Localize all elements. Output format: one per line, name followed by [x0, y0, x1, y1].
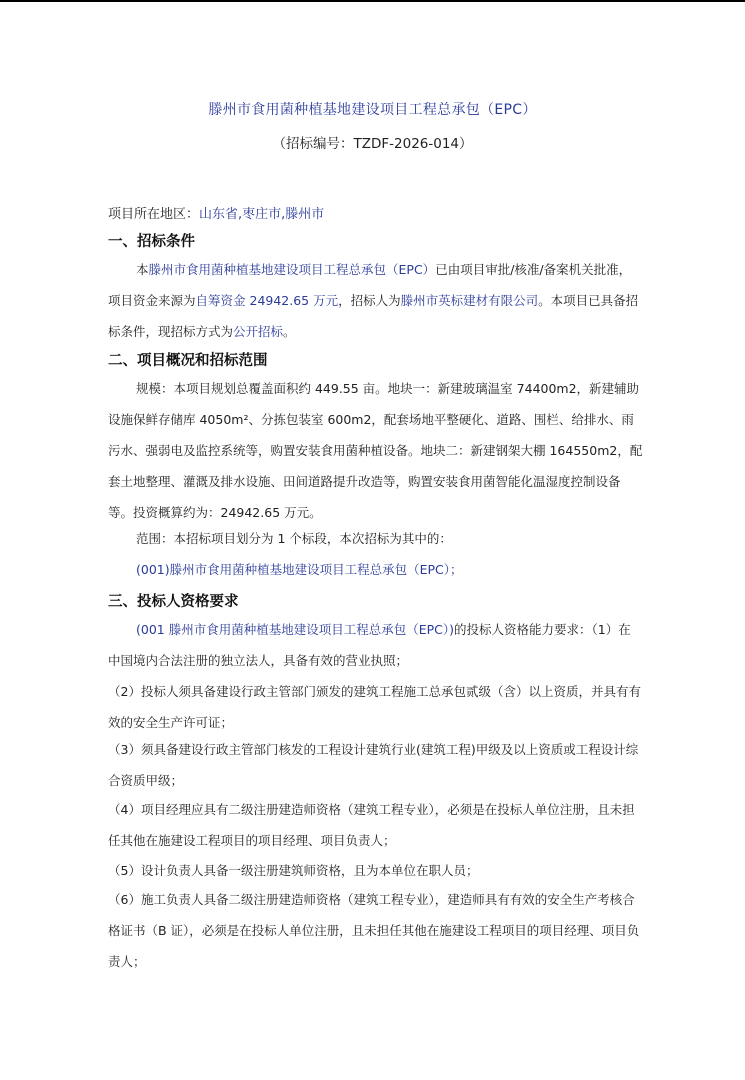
tenderer-name: 滕州市英标建材有限公司 [400, 293, 539, 308]
section-heading-3: 三、投标人资格要求 [108, 594, 239, 610]
bidding-scope-paragraph: 范围：本招标项目划分为 1 个标段，本次招标为其中的： [136, 531, 452, 546]
region-label: 项目所在地区： [108, 207, 200, 222]
project-scale-paragraph: 规模：本项目规划总覆盖面积约 449.55 亩。地块一：新建玻璃温室 74400m2，新建辅助设施保鲜存储库 4050m²、分拣包装室 600m2，配套场地平整硬化、道路、围栏、给排水、雨污水、强弱电及监控系统等，购置安装食用菌种植设备。地块二：新建钢架大棚 164550m2，配套土地整理、灌溉及排水设施、田间道路提升改造等，购置安装食用菌智能化温湿度控制设备等。投资概算约为：24942.65 万元。 [108, 381, 643, 520]
project-name: 滕州市食用菌种植基地建设项目工程总承包（EPC） [148, 262, 436, 277]
document-title: 滕州市食用菌种植基地建设项目工程总承包（EPC） [208, 102, 537, 118]
lot-item: (001)滕州市食用菌种植基地建设项目工程总承包（EPC）； [136, 562, 463, 577]
requirement-2: （2）投标人须具备建设行政主管部门颁发的建筑工程施工总承包贰级（含）以上资质，并具有有效的安全生产许可证； [108, 684, 641, 730]
requirement-5: （5）设计负责人具备一级注册建筑师资格，且为本单位在职人员； [108, 863, 479, 878]
funding-source: 自筹资金 24942.65 万元 [195, 293, 339, 308]
tender-number: （招标编号：TZDF-2026-014） [272, 136, 473, 152]
lot-reference: (001 滕州市食用菌种植基地建设项目工程总承包（EPC）) [136, 622, 455, 637]
project-region [108, 203, 324, 222]
bidding-method: 公开招标 [233, 324, 284, 339]
section-heading-2: 二、项目概况和招标范围 [108, 353, 268, 369]
bidding-conditions-paragraph: 本滕州市食用菌种植基地建设项目工程总承包（EPC）已由项目审批/核准/备案机关批准，项目资金来源为自筹资金 24942.65 万元，招标人为滕州市英标建材有限公司。本项目已具备招标条件，现招标方式为公开招标。 [108, 262, 639, 339]
section-heading-1: 一、招标条件 [108, 234, 195, 250]
qualification-intro: (001 滕州市食用菌种植基地建设项目工程总承包（EPC）)的投标人资格能力要求：（1）在中国境内合法注册的独立法人，具备有效的营业执照； [108, 622, 631, 668]
requirement-6: （6）施工负责人具备二级注册建造师资格（建筑工程专业），建造师具有有效的安全生产考核合格证书（B 证），必须是在投标人单位注册，且未担任其他在施建设工程项目的项目经理、项目负责人； [108, 892, 640, 969]
top-border-line [0, 0, 745, 2]
region-value: 山东省,枣庄市,滕州市 [199, 207, 325, 222]
requirement-3: （3）须具备建设行政主管部门核发的工程设计建筑行业(建筑工程)甲级及以上资质或工程设计综合资质甲级； [108, 742, 639, 788]
requirement-4: （4）项目经理应具有二级注册建造师资格（建筑工程专业），必须是在投标人单位注册，且未担任其他在施建设工程项目的项目经理、项目负责人； [108, 802, 635, 848]
